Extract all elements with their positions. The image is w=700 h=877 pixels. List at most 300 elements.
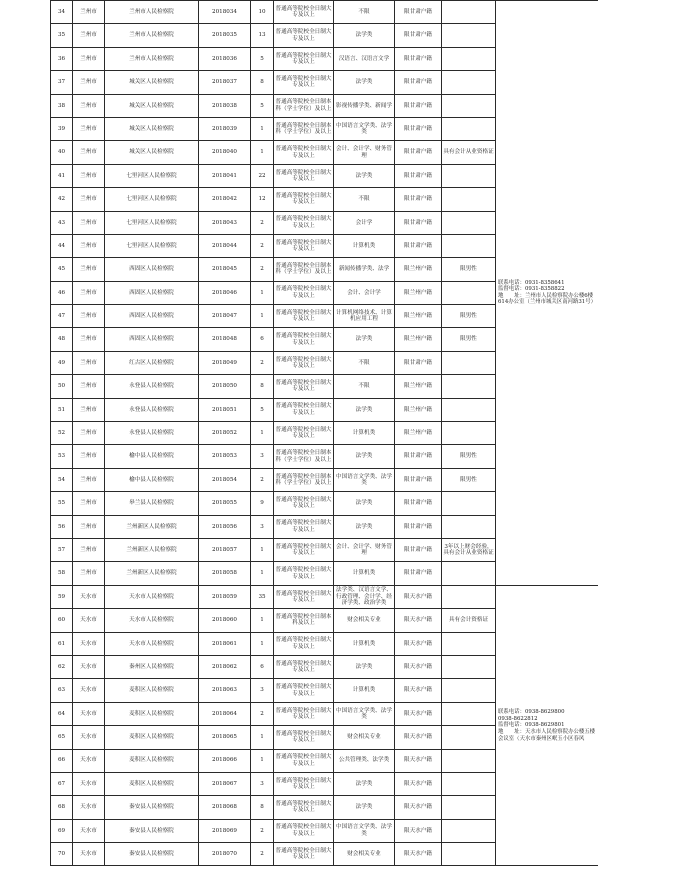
quota-cell: 12 bbox=[251, 188, 274, 211]
seq-cell: 35 bbox=[51, 24, 73, 47]
education-cell: 普通高等院校全日制本科（学士学位）及以上 bbox=[274, 468, 334, 491]
unit-cell: 天水市人民检察院 bbox=[105, 632, 199, 655]
household-cell: 限天水户籍 bbox=[395, 609, 442, 632]
quota-cell: 2 bbox=[251, 351, 274, 374]
position-code-cell: 2018039 bbox=[199, 117, 251, 140]
city-cell: 兰州市 bbox=[73, 47, 105, 70]
city-cell: 兰州市 bbox=[73, 305, 105, 328]
unit-cell: 麦积区人民检察院 bbox=[105, 726, 199, 749]
position-code-cell: 2018051 bbox=[199, 398, 251, 421]
education-cell: 普通高等院校全日制大专及以上 bbox=[274, 281, 334, 304]
education-cell: 普通高等院校全日制大专及以上 bbox=[274, 164, 334, 187]
other-cell bbox=[442, 749, 496, 772]
table-row bbox=[51, 585, 599, 608]
unit-cell: 麦积区人民检察院 bbox=[105, 679, 199, 702]
quota-cell: 13 bbox=[251, 24, 274, 47]
education-cell: 普通高等院校全日制本科及以上 bbox=[274, 609, 334, 632]
major-cell: 法学类 bbox=[334, 328, 395, 351]
quota-cell: 1 bbox=[251, 422, 274, 445]
education-cell: 普通高等院校全日制大专及以上 bbox=[274, 726, 334, 749]
other-cell bbox=[442, 211, 496, 234]
major-cell: 会计、会计学、财务管理 bbox=[334, 538, 395, 561]
other-cell bbox=[442, 819, 496, 842]
city-cell: 兰州市 bbox=[73, 351, 105, 374]
household-cell: 限甘肃户籍 bbox=[395, 141, 442, 164]
major-cell: 中国语言文学类、法学类 bbox=[334, 468, 395, 491]
position-code-cell: 2018061 bbox=[199, 632, 251, 655]
contact-info-cell: 联系电话：0931-8358641 监督电话：0931-8358822 地 址：兰州市人民检察院办公楼6楼614办公室（兰州市城关区南河路31号） bbox=[496, 1, 599, 586]
position-code-cell: 2018038 bbox=[199, 94, 251, 117]
major-cell: 中国语言文学类、法学类 bbox=[334, 819, 395, 842]
unit-cell: 七里河区人民检察院 bbox=[105, 211, 199, 234]
other-cell bbox=[442, 632, 496, 655]
other-cell bbox=[442, 796, 496, 819]
unit-cell: 兰州新区人民检察院 bbox=[105, 562, 199, 585]
household-cell: 限甘肃户籍 bbox=[395, 538, 442, 561]
unit-cell: 永登县人民检察院 bbox=[105, 375, 199, 398]
other-cell bbox=[442, 679, 496, 702]
city-cell: 天水市 bbox=[73, 796, 105, 819]
household-cell: 限兰州户籍 bbox=[395, 328, 442, 351]
quota-cell: 6 bbox=[251, 655, 274, 678]
household-cell: 限兰州户籍 bbox=[395, 375, 442, 398]
major-cell: 法学类 bbox=[334, 445, 395, 468]
position-code-cell: 2018053 bbox=[199, 445, 251, 468]
city-cell: 兰州市 bbox=[73, 24, 105, 47]
other-cell bbox=[442, 234, 496, 257]
household-cell: 限甘肃户籍 bbox=[395, 445, 442, 468]
unit-cell: 西固区人民检察院 bbox=[105, 258, 199, 281]
recruitment-table bbox=[50, 0, 598, 866]
position-code-cell: 2018070 bbox=[199, 843, 251, 866]
quota-cell: 1 bbox=[251, 632, 274, 655]
seq-cell: 60 bbox=[51, 609, 73, 632]
seq-cell: 58 bbox=[51, 562, 73, 585]
quota-cell: 35 bbox=[251, 585, 274, 608]
city-cell: 兰州市 bbox=[73, 398, 105, 421]
quota-cell: 6 bbox=[251, 328, 274, 351]
unit-cell: 西固区人民检察院 bbox=[105, 281, 199, 304]
education-cell: 普通高等院校全日制大专及以上 bbox=[274, 1, 334, 24]
major-cell: 会计、会计学、财务管理 bbox=[334, 141, 395, 164]
household-cell: 限甘肃户籍 bbox=[395, 562, 442, 585]
city-cell: 天水市 bbox=[73, 843, 105, 866]
major-cell: 新闻传播学类、法学 bbox=[334, 258, 395, 281]
city-cell: 兰州市 bbox=[73, 515, 105, 538]
seq-cell: 46 bbox=[51, 281, 73, 304]
table-row bbox=[51, 1, 599, 24]
household-cell: 限天水户籍 bbox=[395, 585, 442, 608]
education-cell: 普通高等院校全日制大专及以上 bbox=[274, 538, 334, 561]
position-code-cell: 2018063 bbox=[199, 679, 251, 702]
quota-cell: 5 bbox=[251, 398, 274, 421]
other-cell: 限男性 bbox=[442, 445, 496, 468]
seq-cell: 66 bbox=[51, 749, 73, 772]
major-cell: 影视传播学类、新闻学 bbox=[334, 94, 395, 117]
other-cell bbox=[442, 562, 496, 585]
unit-cell: 秦安县人民检察院 bbox=[105, 819, 199, 842]
seq-cell: 37 bbox=[51, 71, 73, 94]
major-cell: 中国语言文学类、法学类 bbox=[334, 117, 395, 140]
household-cell: 限兰州户籍 bbox=[395, 305, 442, 328]
education-cell: 普通高等院校全日制大专及以上 bbox=[274, 749, 334, 772]
unit-cell: 秦安县人民检察院 bbox=[105, 796, 199, 819]
quota-cell: 1 bbox=[251, 749, 274, 772]
position-code-cell: 2018043 bbox=[199, 211, 251, 234]
education-cell: 普通高等院校全日制大专及以上 bbox=[274, 24, 334, 47]
unit-cell: 兰州新区人民检察院 bbox=[105, 538, 199, 561]
quota-cell: 3 bbox=[251, 445, 274, 468]
quota-cell: 1 bbox=[251, 281, 274, 304]
other-cell bbox=[442, 164, 496, 187]
city-cell: 兰州市 bbox=[73, 1, 105, 24]
household-cell: 限天水户籍 bbox=[395, 843, 442, 866]
unit-cell: 皋兰县人民检察院 bbox=[105, 492, 199, 515]
seq-cell: 50 bbox=[51, 375, 73, 398]
position-code-cell: 2018065 bbox=[199, 726, 251, 749]
major-cell: 不限 bbox=[334, 188, 395, 211]
unit-cell: 城关区人民检察院 bbox=[105, 117, 199, 140]
unit-cell: 七里河区人民检察院 bbox=[105, 234, 199, 257]
other-cell bbox=[442, 281, 496, 304]
education-cell: 普通高等院校全日制大专及以上 bbox=[274, 843, 334, 866]
other-cell bbox=[442, 492, 496, 515]
seq-cell: 51 bbox=[51, 398, 73, 421]
quota-cell: 1 bbox=[251, 141, 274, 164]
major-cell: 法学类 bbox=[334, 655, 395, 678]
position-code-cell: 2018067 bbox=[199, 772, 251, 795]
education-cell: 普通高等院校全日制大专及以上 bbox=[274, 211, 334, 234]
other-cell bbox=[442, 351, 496, 374]
seq-cell: 61 bbox=[51, 632, 73, 655]
household-cell: 限甘肃户籍 bbox=[395, 351, 442, 374]
other-cell bbox=[442, 515, 496, 538]
household-cell: 限甘肃户籍 bbox=[395, 515, 442, 538]
major-cell: 计算机网络技术、计算机应用工程 bbox=[334, 305, 395, 328]
household-cell: 限天水户籍 bbox=[395, 655, 442, 678]
quota-cell: 8 bbox=[251, 71, 274, 94]
quota-cell: 2 bbox=[251, 843, 274, 866]
city-cell: 天水市 bbox=[73, 655, 105, 678]
city-cell: 兰州市 bbox=[73, 211, 105, 234]
other-cell bbox=[442, 655, 496, 678]
other-cell: 具有会计资格证 bbox=[442, 609, 496, 632]
city-cell: 天水市 bbox=[73, 819, 105, 842]
education-cell: 普通高等院校全日制大专及以上 bbox=[274, 71, 334, 94]
other-cell bbox=[442, 1, 496, 24]
other-cell: 限男性 bbox=[442, 258, 496, 281]
household-cell: 限甘肃户籍 bbox=[395, 468, 442, 491]
quota-cell: 1 bbox=[251, 305, 274, 328]
unit-cell: 七里河区人民检察院 bbox=[105, 188, 199, 211]
seq-cell: 34 bbox=[51, 1, 73, 24]
position-code-cell: 2018042 bbox=[199, 188, 251, 211]
position-code-cell: 2018059 bbox=[199, 585, 251, 608]
unit-cell: 七里河区人民检察院 bbox=[105, 164, 199, 187]
major-cell: 计算机类 bbox=[334, 422, 395, 445]
major-cell: 财会相关专业 bbox=[334, 726, 395, 749]
seq-cell: 42 bbox=[51, 188, 73, 211]
seq-cell: 68 bbox=[51, 796, 73, 819]
seq-cell: 65 bbox=[51, 726, 73, 749]
position-code-cell: 2018040 bbox=[199, 141, 251, 164]
city-cell: 兰州市 bbox=[73, 71, 105, 94]
seq-cell: 40 bbox=[51, 141, 73, 164]
quota-cell: 8 bbox=[251, 375, 274, 398]
quota-cell: 5 bbox=[251, 94, 274, 117]
major-cell: 法学类 bbox=[334, 796, 395, 819]
position-code-cell: 2018054 bbox=[199, 468, 251, 491]
unit-cell: 秦安县人民检察院 bbox=[105, 843, 199, 866]
quota-cell: 22 bbox=[251, 164, 274, 187]
quota-cell: 3 bbox=[251, 772, 274, 795]
education-cell: 普通高等院校全日制大专及以上 bbox=[274, 47, 334, 70]
other-cell bbox=[442, 585, 496, 608]
other-cell bbox=[442, 702, 496, 725]
city-cell: 兰州市 bbox=[73, 141, 105, 164]
quota-cell: 2 bbox=[251, 468, 274, 491]
position-code-cell: 2018055 bbox=[199, 492, 251, 515]
household-cell: 限天水户籍 bbox=[395, 796, 442, 819]
city-cell: 天水市 bbox=[73, 726, 105, 749]
major-cell: 法学类 bbox=[334, 71, 395, 94]
seq-cell: 38 bbox=[51, 94, 73, 117]
unit-cell: 兰州市人民检察院 bbox=[105, 1, 199, 24]
seq-cell: 45 bbox=[51, 258, 73, 281]
city-cell: 兰州市 bbox=[73, 328, 105, 351]
quota-cell: 9 bbox=[251, 492, 274, 515]
seq-cell: 59 bbox=[51, 585, 73, 608]
unit-cell: 兰州市人民检察院 bbox=[105, 47, 199, 70]
city-cell: 兰州市 bbox=[73, 375, 105, 398]
unit-cell: 榆中县人民检察院 bbox=[105, 468, 199, 491]
position-code-cell: 2018052 bbox=[199, 422, 251, 445]
position-code-cell: 2018045 bbox=[199, 258, 251, 281]
other-cell bbox=[442, 772, 496, 795]
major-cell: 计算机类 bbox=[334, 679, 395, 702]
major-cell: 不限 bbox=[334, 1, 395, 24]
quota-cell: 8 bbox=[251, 796, 274, 819]
position-code-cell: 2018034 bbox=[199, 1, 251, 24]
education-cell: 普通高等院校全日制大专及以上 bbox=[274, 632, 334, 655]
position-code-cell: 2018060 bbox=[199, 609, 251, 632]
city-cell: 兰州市 bbox=[73, 445, 105, 468]
seq-cell: 43 bbox=[51, 211, 73, 234]
household-cell: 限天水户籍 bbox=[395, 679, 442, 702]
other-cell: 3年以上财会经验，具有会计从业资格证 bbox=[442, 538, 496, 561]
quota-cell: 3 bbox=[251, 515, 274, 538]
unit-cell: 天水市人民检察院 bbox=[105, 585, 199, 608]
position-code-cell: 2018057 bbox=[199, 538, 251, 561]
quota-cell: 1 bbox=[251, 609, 274, 632]
education-cell: 普通高等院校全日制大专及以上 bbox=[274, 422, 334, 445]
major-cell: 计算机类 bbox=[334, 632, 395, 655]
education-cell: 普通高等院校全日制大专及以上 bbox=[274, 796, 334, 819]
position-code-cell: 2018044 bbox=[199, 234, 251, 257]
household-cell: 限天水户籍 bbox=[395, 632, 442, 655]
major-cell: 法学类 bbox=[334, 515, 395, 538]
education-cell: 普通高等院校全日制大专及以上 bbox=[274, 772, 334, 795]
household-cell: 限甘肃户籍 bbox=[395, 24, 442, 47]
education-cell: 普通高等院校全日制大专及以上 bbox=[274, 375, 334, 398]
city-cell: 天水市 bbox=[73, 609, 105, 632]
education-cell: 普通高等院校全日制大专及以上 bbox=[274, 351, 334, 374]
quota-cell: 2 bbox=[251, 702, 274, 725]
position-code-cell: 2018049 bbox=[199, 351, 251, 374]
major-cell: 法学类 bbox=[334, 24, 395, 47]
household-cell: 限甘肃户籍 bbox=[395, 47, 442, 70]
other-cell: 限男性 bbox=[442, 468, 496, 491]
other-cell bbox=[442, 117, 496, 140]
unit-cell: 红古区人民检察院 bbox=[105, 351, 199, 374]
household-cell: 限甘肃户籍 bbox=[395, 164, 442, 187]
city-cell: 兰州市 bbox=[73, 234, 105, 257]
major-cell: 法学类 bbox=[334, 492, 395, 515]
major-cell: 财会相关专业 bbox=[334, 609, 395, 632]
other-cell bbox=[442, 47, 496, 70]
major-cell: 法学类 bbox=[334, 398, 395, 421]
seq-cell: 64 bbox=[51, 702, 73, 725]
city-cell: 兰州市 bbox=[73, 538, 105, 561]
other-cell: 限男性 bbox=[442, 328, 496, 351]
position-code-cell: 2018056 bbox=[199, 515, 251, 538]
quota-cell: 1 bbox=[251, 562, 274, 585]
seq-cell: 69 bbox=[51, 819, 73, 842]
other-cell bbox=[442, 188, 496, 211]
position-code-cell: 2018062 bbox=[199, 655, 251, 678]
seq-cell: 55 bbox=[51, 492, 73, 515]
education-cell: 普通高等院校全日制大专及以上 bbox=[274, 305, 334, 328]
city-cell: 天水市 bbox=[73, 632, 105, 655]
unit-cell: 永登县人民检察院 bbox=[105, 422, 199, 445]
seq-cell: 57 bbox=[51, 538, 73, 561]
city-cell: 兰州市 bbox=[73, 164, 105, 187]
city-cell: 兰州市 bbox=[73, 258, 105, 281]
unit-cell: 西固区人民检察院 bbox=[105, 328, 199, 351]
major-cell: 财会相关专业 bbox=[334, 843, 395, 866]
household-cell: 限天水户籍 bbox=[395, 726, 442, 749]
household-cell: 限兰州户籍 bbox=[395, 422, 442, 445]
household-cell: 限天水户籍 bbox=[395, 749, 442, 772]
unit-cell: 城关区人民检察院 bbox=[105, 141, 199, 164]
education-cell: 普通高等院校全日制大专及以上 bbox=[274, 515, 334, 538]
seq-cell: 63 bbox=[51, 679, 73, 702]
unit-cell: 榆中县人民检察院 bbox=[105, 445, 199, 468]
city-cell: 兰州市 bbox=[73, 117, 105, 140]
contact-info-cell: 联系电话：0938-8629800 0938-8622812 监督电话：0938-8629801 地 址：天水市人民检察院办公楼五楼会议室（天水市秦州区岷玉小区春风 bbox=[496, 585, 599, 866]
quota-cell: 1 bbox=[251, 117, 274, 140]
seq-cell: 54 bbox=[51, 468, 73, 491]
city-cell: 兰州市 bbox=[73, 188, 105, 211]
unit-cell: 西固区人民检察院 bbox=[105, 305, 199, 328]
other-cell: 限男性 bbox=[442, 305, 496, 328]
position-code-cell: 2018036 bbox=[199, 47, 251, 70]
other-cell bbox=[442, 726, 496, 749]
other-cell bbox=[442, 71, 496, 94]
unit-cell: 麦积区人民检察院 bbox=[105, 772, 199, 795]
quota-cell: 2 bbox=[251, 819, 274, 842]
other-cell bbox=[442, 398, 496, 421]
household-cell: 限天水户籍 bbox=[395, 702, 442, 725]
household-cell: 限甘肃户籍 bbox=[395, 188, 442, 211]
seq-cell: 48 bbox=[51, 328, 73, 351]
quota-cell: 2 bbox=[251, 258, 274, 281]
unit-cell: 永登县人民检察院 bbox=[105, 398, 199, 421]
recruitment-table-page bbox=[50, 0, 598, 877]
major-cell: 会计、会计学 bbox=[334, 281, 395, 304]
major-cell: 会计学 bbox=[334, 211, 395, 234]
major-cell: 汉语言、汉语言文学 bbox=[334, 47, 395, 70]
major-cell: 公共管理类、法学类 bbox=[334, 749, 395, 772]
city-cell: 天水市 bbox=[73, 702, 105, 725]
unit-cell: 天水市人民检察院 bbox=[105, 609, 199, 632]
city-cell: 天水市 bbox=[73, 679, 105, 702]
seq-cell: 52 bbox=[51, 422, 73, 445]
education-cell: 普通高等院校全日制大专及以上 bbox=[274, 655, 334, 678]
major-cell: 不限 bbox=[334, 351, 395, 374]
city-cell: 兰州市 bbox=[73, 492, 105, 515]
other-cell: 具有会计从业资格证 bbox=[442, 141, 496, 164]
education-cell: 普通高等院校全日制大专及以上 bbox=[274, 234, 334, 257]
education-cell: 普通高等院校全日制本科（学士学位）及以上 bbox=[274, 117, 334, 140]
household-cell: 限甘肃户籍 bbox=[395, 1, 442, 24]
education-cell: 普通高等院校全日制大专及以上 bbox=[274, 679, 334, 702]
other-cell bbox=[442, 375, 496, 398]
seq-cell: 62 bbox=[51, 655, 73, 678]
unit-cell: 城关区人民检察院 bbox=[105, 94, 199, 117]
other-cell bbox=[442, 24, 496, 47]
education-cell: 普通高等院校全日制大专及以上 bbox=[274, 702, 334, 725]
seq-cell: 49 bbox=[51, 351, 73, 374]
position-code-cell: 2018037 bbox=[199, 71, 251, 94]
seq-cell: 41 bbox=[51, 164, 73, 187]
city-cell: 兰州市 bbox=[73, 94, 105, 117]
quota-cell: 3 bbox=[251, 679, 274, 702]
quota-cell: 5 bbox=[251, 47, 274, 70]
position-code-cell: 2018064 bbox=[199, 702, 251, 725]
seq-cell: 36 bbox=[51, 47, 73, 70]
position-code-cell: 2018046 bbox=[199, 281, 251, 304]
education-cell: 普通高等院校全日制本科（学士学位）及以上 bbox=[274, 445, 334, 468]
major-cell: 计算机类 bbox=[334, 562, 395, 585]
education-cell: 普通高等院校全日制大专及以上 bbox=[274, 562, 334, 585]
household-cell: 限甘肃户籍 bbox=[395, 117, 442, 140]
major-cell: 中国语言文学类、法学类 bbox=[334, 702, 395, 725]
other-cell bbox=[442, 422, 496, 445]
education-cell: 普通高等院校全日制大专及以上 bbox=[274, 188, 334, 211]
education-cell: 普通高等院校全日制大专及以上 bbox=[274, 398, 334, 421]
household-cell: 限甘肃户籍 bbox=[395, 234, 442, 257]
position-code-cell: 2018058 bbox=[199, 562, 251, 585]
seq-cell: 70 bbox=[51, 843, 73, 866]
quota-cell: 1 bbox=[251, 726, 274, 749]
quota-cell: 2 bbox=[251, 211, 274, 234]
unit-cell: 兰州市人民检察院 bbox=[105, 24, 199, 47]
household-cell: 限兰州户籍 bbox=[395, 398, 442, 421]
position-code-cell: 2018050 bbox=[199, 375, 251, 398]
household-cell: 限天水户籍 bbox=[395, 819, 442, 842]
household-cell: 限甘肃户籍 bbox=[395, 94, 442, 117]
education-cell: 普通高等院校全日制本科（学士学位）及以上 bbox=[274, 258, 334, 281]
position-code-cell: 2018068 bbox=[199, 796, 251, 819]
quota-cell: 1 bbox=[251, 538, 274, 561]
education-cell: 普通高等院校全日制大专及以上 bbox=[274, 141, 334, 164]
major-cell: 法学类 bbox=[334, 772, 395, 795]
unit-cell: 麦积区人民检察院 bbox=[105, 749, 199, 772]
household-cell: 限兰州户籍 bbox=[395, 281, 442, 304]
unit-cell: 城关区人民检察院 bbox=[105, 71, 199, 94]
city-cell: 兰州市 bbox=[73, 468, 105, 491]
